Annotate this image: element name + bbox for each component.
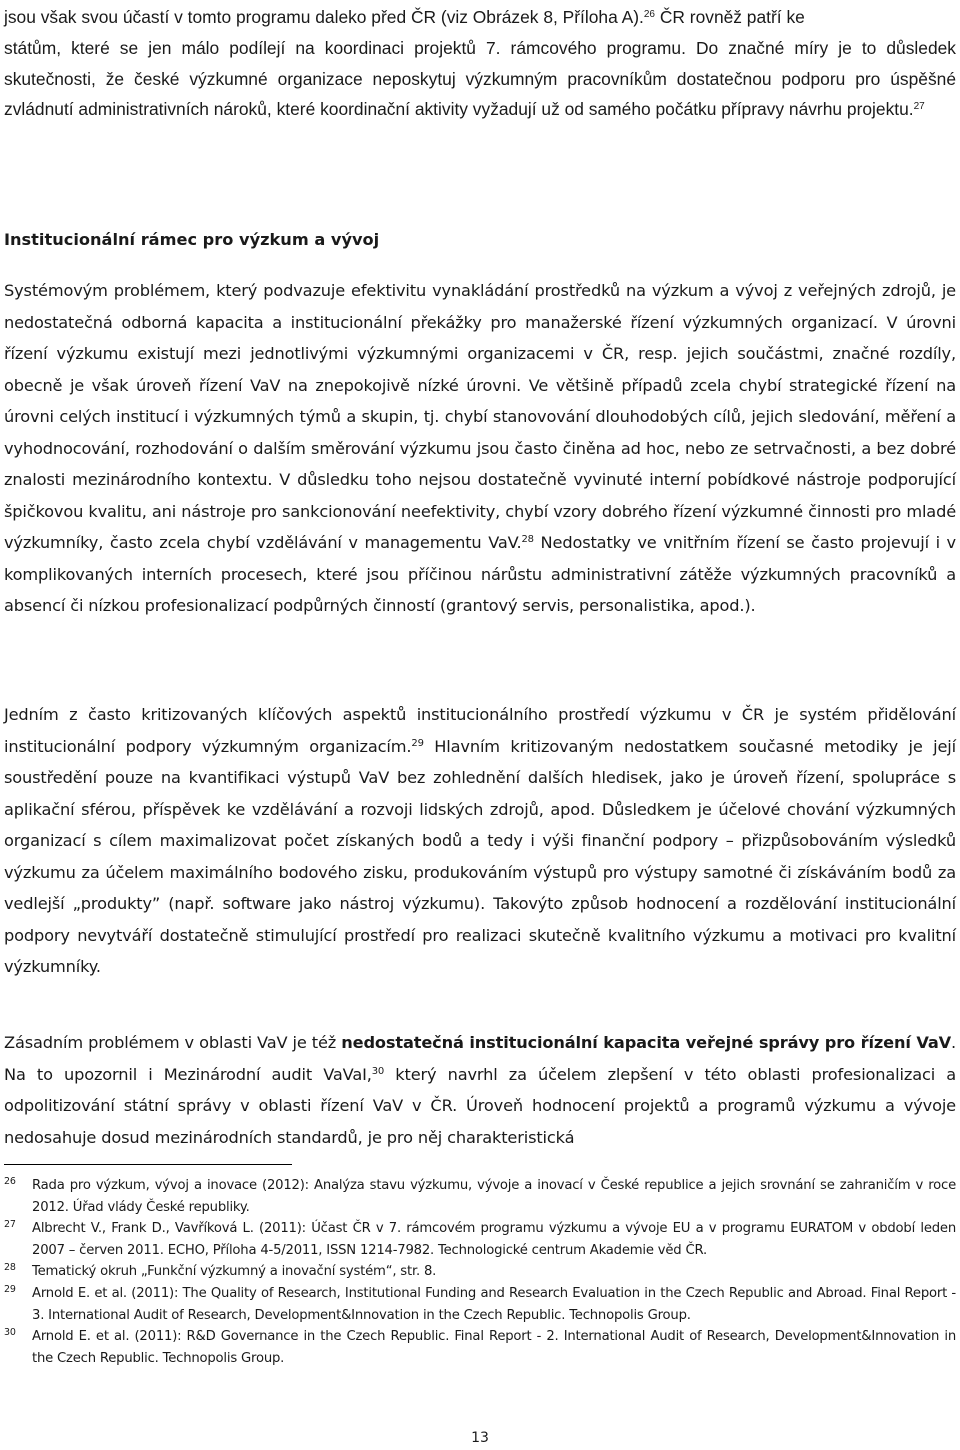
- intro-line1-text: jsou však svou účastí v tomto programu daleko před ČR (viz Obrázek 8, Příloha A).: [4, 7, 644, 27]
- footnote-item: [4, 1261, 956, 1283]
- footnote-number: 26: [4, 1176, 16, 1187]
- p3-text-b: . Na to upozornil i Mezinárodní audit VaVaI,: [4, 1033, 956, 1084]
- section-heading: Institucionální rámec pro výzkum a vývoj: [4, 230, 380, 249]
- intro-paragraph-continued: [4, 33, 956, 125]
- footnote-item: [4, 1283, 956, 1326]
- footnote-text: Arnold E. et al. (2011): The Quality of Research, Institutional Funding and Research Evaluation in the Czech Republic and Abroad. Final Report - 3. International Audit of Research, Development&Innovation in the Czech Republic. Technopolis Group.: [32, 1285, 956, 1323]
- intro-line1-tail: ČR rovněž patří ke: [655, 7, 805, 27]
- footnote-ref-28[interactable]: 28: [521, 534, 534, 545]
- footnote-separator: [4, 1164, 292, 1165]
- paragraph-institutional-support: [4, 699, 956, 983]
- p3-text-c: který navrhl za účelem zlepšení v této oblasti profesionalizaci a odpolitizování státní správy v oblasti řízení VaV v ČR. Úroveň hodnocení projektů a programů výzkumu a vývoje nedosahuje dosud mezinárodních standardů, je pro něj charakteristická: [4, 1064, 956, 1147]
- footnote-item: [4, 1218, 956, 1261]
- footnotes: [4, 1175, 956, 1369]
- footnote-text: Albrecht V., Frank D., Vavříková L. (2011): Účast ČR v 7. rámcovém programu výzkumu a vývoje EU a v programu EURATOM v období leden 2007 – červen 2011. ECHO, Příloha 4-5/2011, ISSN 1214-7982. Technologické centrum Akademie věd ČR.: [32, 1221, 956, 1258]
- p3-bold-text: nedostatečná institucionální kapacita veřejné správy pro řízení VaV: [341, 1033, 951, 1052]
- paragraph-public-administration: [4, 1027, 956, 1153]
- footnote-ref-26[interactable]: 26: [643, 9, 655, 20]
- p2-text-b: Hlavním kritizovaným nedostatkem současné metodiky je její soustředění pouze na kvantifikaci výstupů VaV bez zohlednění dalších hledisek, jako je úroveň řízení, spolupráce s aplikační sférou, příspěvek ke vzdělávání a rozvoji lidských zdrojů, apod. Důsledkem je účelové chování výzkumných organizací s cílem maximalizovat počet získaných bodů a tedy i výši finanční podpory – přizpůsobováním výsledků výzkumu za účelem maximálního bodového zisku, produkováním výstupů pro výstupy samotné či získáváním bodů za vedlejší „produkty” (např. software jako nástroj výzkumu). Takovýto způsob hodnocení a rozdělování institucionální podpory nevytváří dostatečně stimulující prostředí pro realizaci skutečně kvalitního výzkumu a motivaci pro kvalitní výzkumníky.: [4, 736, 956, 976]
- footnote-number: 29: [4, 1283, 16, 1295]
- p1-text-a: Systémovým problémem, který podvazuje efektivitu vynakládání prostředků na výzkum a vývoj z veřejných zdrojů, je nedostatečná odborná kapacita a institucionální překážky pro manažerské řízení výzkumných organizací. V úrovni řízení výzkumu existují mezi jednotlivými výzkumnými organizacemi v ČR, resp. jejich součástmi, značné rozdíly, obecně je však úroveň řízení VaV na znepokojivě nízké úrovni. Ve většině případů zcela chybí strategické řízení na úrovni celých institucí i výzkumných týmů a skupin, tj. chybí stanovování dlouhodobých cílů, jejich sledování, měření a vyhodnocování, rozhodování o dalším směrování výzkumu jsou často činěna ad hoc, nebo ze setrvačnosti, a bez dobré znalosti mezinárodního kontextu. V důsledku toho nejsou dostatečně vyvinuté interní pobídkové nástroje podporující špičkovou kvalitu, ani nástroje pro sankcionování neefektivity, chybí vzory dobrého řízení výzkumné činnosti pro mladé výzkumníky, často zcela chybí vzdělávání v managementu VaV.: [4, 281, 956, 552]
- p2-text-a: Jedním z často kritizovaných klíčových aspektů institucionálního prostředí výzkumu v ČR je systém přidělování institucionální podpory výzkumným organizacím.: [4, 705, 956, 756]
- footnote-number: 28: [4, 1262, 16, 1274]
- footnote-ref-27[interactable]: 27: [913, 101, 925, 112]
- footnote-text: Rada pro výzkum, vývoj a inovace (2012): Analýza stavu výzkumu, vývoje a inovací v České republice a jejich srovnání se zahraničím v roce 2012. Úřad vlády České republiky.: [32, 1178, 956, 1215]
- footnote-text: Arnold E. et al. (2011): R&D Governance in the Czech Republic. Final Report - 2. International Audit of Research, Development&Innovation in the Czech Republic. Technopolis Group.: [32, 1329, 956, 1366]
- footnote-item: [4, 1175, 956, 1218]
- footnote-text: Tematický okruh „Funkční výzkumný a inovační systém“, str. 8.: [32, 1264, 437, 1280]
- footnote-ref-29[interactable]: 29: [411, 737, 424, 749]
- footnote-item: [4, 1326, 956, 1369]
- p1-text-b: Nedostatky ve vnitřním řízení se často projevují i v komplikovaných interních procesech, které jsou příčinou nárůstu administrativní zátěže výzkumných pracovníků a absencí či nízkou profesionalizací podpůrných činností (grantový servis, personalistika, apod.).: [4, 533, 956, 615]
- footnote-ref-30[interactable]: 30: [371, 1065, 385, 1077]
- footnote-number: 30: [4, 1327, 16, 1339]
- intro-rest-text: státům, které se jen málo podílejí na koordinaci projektů 7. rámcového programu. Do značné míry je to důsledek skutečnosti, že české výzkumné organizace neposkytuj výzkumným pracovníkům dostatečnou podporu pro úspěšné zvládnutí administrativních nároků, které koordinační aktivity vyžadují už od samého počátku přípravy návrhu projektu.: [4, 38, 956, 119]
- page-number: 13: [471, 1430, 489, 1446]
- p3-text-a: Zásadním problémem v oblasti VaV je též: [4, 1033, 342, 1052]
- intro-paragraph: [4, 2, 956, 33]
- paragraph-institutional-problem: [4, 275, 956, 622]
- footnote-number: 27: [4, 1219, 16, 1231]
